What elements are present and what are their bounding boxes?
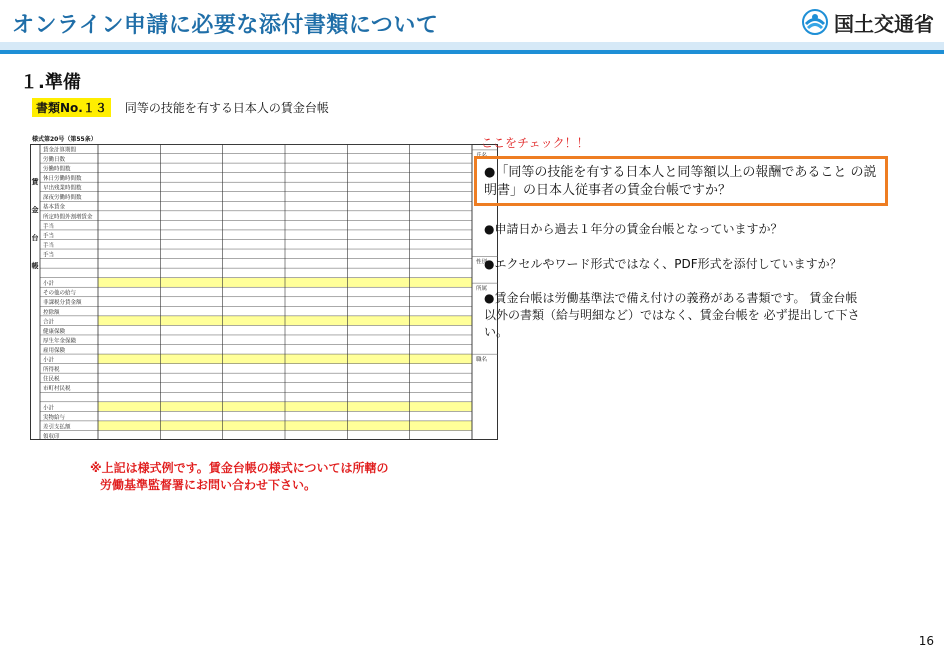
checkpoint-4: ●賃金台帳は労働基準法で備え付けの義務がある書類です。 賃金台帳以外の書類（給与明細など）ではなく、賃金台帳を 必ず提出して下さい。 <box>484 291 860 339</box>
form-row-label: 所定時間外割増賃金 <box>43 214 93 221</box>
form-row-label: 健康保険 <box>43 328 66 335</box>
form-row-label: 小計 <box>43 357 55 364</box>
note-line-1: ※上記は様式例です。賃金台帳の様式については所轄の <box>90 461 389 475</box>
document-description: 同等の技能を有する日本人の賃金台帳 <box>124 101 329 115</box>
page-title: オンライン申請に必要な添付書類について <box>12 13 439 38</box>
form-row-label: 厚生年金保険 <box>43 338 77 345</box>
form-title: 様式第20号（第55条） <box>32 136 97 143</box>
header-rule <box>0 50 944 54</box>
right-column-label: 氏名 <box>476 152 488 159</box>
form-row-label: 労働日数 <box>43 156 66 163</box>
form-row-label: 手当 <box>43 223 55 230</box>
note-line-2: 労働基準監督署にお問い合わせ下さい。 <box>100 478 317 492</box>
form-row-label: 非課税分賃金額 <box>43 300 82 307</box>
section-heading: １.準備 <box>20 72 81 93</box>
form-row-label: 住民税 <box>43 376 60 383</box>
form-note <box>90 460 388 494</box>
form-row-label: 早出残業時間数 <box>43 185 82 192</box>
side-label-char: 賃 <box>31 178 39 186</box>
form-row-label: 雇用保険 <box>43 347 66 354</box>
header-band <box>0 42 944 50</box>
header <box>0 0 944 46</box>
mlit-logo <box>802 6 934 38</box>
form-row-label: 小計 <box>43 281 55 288</box>
form-row-label: 領収印 <box>43 433 60 440</box>
side-label-char: 台 <box>31 234 39 242</box>
right-column-label: 性別 <box>476 259 488 266</box>
side-label-char: 帳 <box>31 262 39 270</box>
form-row-label: その他の給与 <box>43 290 77 297</box>
right-column-label: 所属 <box>476 286 488 293</box>
form-row-label: 控除額 <box>43 309 60 316</box>
mlit-logo-icon <box>802 9 828 35</box>
form-row-label: 賃金計算期間 <box>43 147 77 154</box>
checkpoint-2: ●申請日から過去１年分の賃金台帳となっていますか？ <box>484 222 783 236</box>
form-row-label: 差引支払額 <box>43 424 71 431</box>
check-label: ここをチェック！！ <box>481 136 589 150</box>
form-row-label: 手当 <box>43 252 55 259</box>
logo-text: 国土交通省 <box>834 11 934 36</box>
form-row-label: 市町村民税 <box>43 386 71 393</box>
document-number-badge: 書類No.１３ <box>32 98 111 117</box>
form-row-label: 休日労働時間数 <box>43 176 82 183</box>
form-border <box>31 145 498 440</box>
form-row-label: 深夜労働時間数 <box>43 195 82 202</box>
page-number: 16 <box>918 634 934 648</box>
right-column-label: 職名 <box>476 357 488 364</box>
form-row-label: 労働時間数 <box>43 166 71 173</box>
document-line <box>32 98 329 117</box>
wage-ledger-form-image <box>30 134 488 440</box>
form-row-label: 基本賃金 <box>43 204 66 211</box>
form-row-label: 手当 <box>43 233 55 240</box>
form-row-label: 合計 <box>43 319 55 326</box>
wage-ledger-grid <box>30 144 498 440</box>
checkpoint-1: ●「同等の技能を有する日本人と同等額以上の報酬であること の説明書」の日本人従事者の賃金台帳ですか？ <box>484 165 877 198</box>
checkpoint-3: ●エクセルやワード形式ではなく、PDF形式を添付していますか？ <box>484 257 842 271</box>
side-label-char: 金 <box>31 206 39 214</box>
form-row-label: 所得税 <box>43 367 60 374</box>
form-row-label: 小計 <box>43 405 55 412</box>
form-row-label: 実物給与 <box>43 414 66 421</box>
form-row-label: 手当 <box>43 242 55 249</box>
